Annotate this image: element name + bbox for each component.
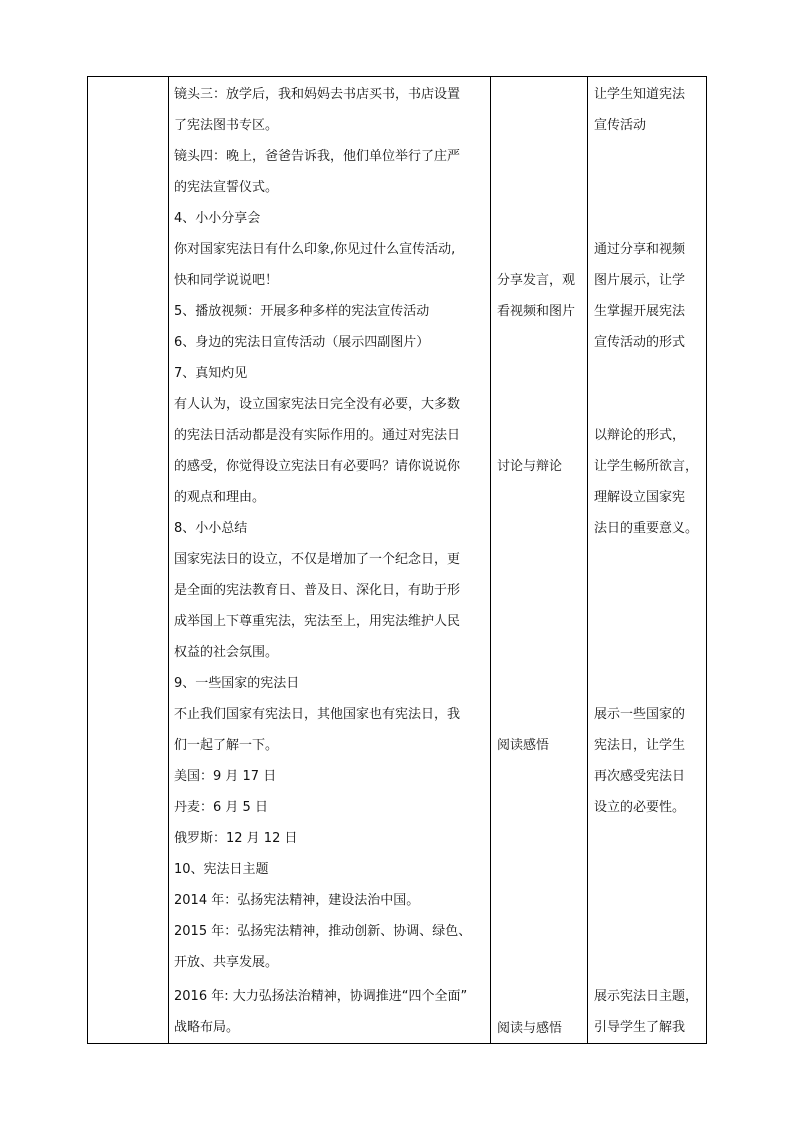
purpose-line: 图片展示，让学 [594,273,686,288]
purpose-line: 生掌握开展宪法 [594,304,686,319]
teaching-content-column [168,77,491,1043]
content-line: 7、真知灼见 [174,366,248,381]
purpose-line: 宪法日，让学生 [594,738,686,753]
content-line: 2014 年：弘扬宪法精神，建设法治中国。 [174,893,420,908]
student-activity-column [490,77,588,1043]
purpose-line: 再次感受宪法日 [594,769,686,784]
purpose-line: 宣传活动的形式 [594,335,686,350]
content-line: 了宪法图书专区。 [174,118,279,133]
activity-line: 阅读与感悟 [497,1021,563,1036]
content-line: 6、身边的宪法日宣传活动（展示四副图片） [174,335,430,350]
purpose-line: 让学生知道宪法 [594,87,686,102]
purpose-line: 让学生畅所欲言， [594,459,699,474]
activity-line: 讨论与辩论 [497,459,563,474]
content-line: 成举国上下尊重宪法，宪法至上，用宪法维护人民 [174,614,461,629]
content-line: 们一起了解一下。 [174,738,279,753]
content-line: 2015 年：弘扬宪法精神，推动创新、协调、绿色、 [174,924,472,939]
content-line: 9、一些国家的宪法日 [174,676,300,691]
content-line: 的感受，你觉得设立宪法日有必要吗？请你说说你 [174,459,461,474]
content-line: 的宪法宣誓仪式。 [174,180,279,195]
content-line: 战略布局。 [174,1020,240,1035]
content-line: 2016 年: 大力弘扬法治精神，协调推进“四个全面” [174,989,468,1004]
content-line: 快和同学说说吧！ [174,273,279,288]
content-line: 10、宪法日主题 [174,862,269,877]
content-line: 开放、共享发展。 [174,955,279,970]
content-line: 丹麦：6 月 5 日 [174,800,268,815]
content-line: 的观点和理由。 [174,490,266,505]
empty-column [88,77,168,1043]
content-line: 8、小小总结 [174,521,248,536]
purpose-line: 展示一些国家的 [594,707,686,722]
content-line: 镜头四：晚上，爸爸告诉我，他们单位举行了庄严 [174,149,461,164]
content-line: 4、小小分享会 [174,211,261,226]
content-line: 镜头三：放学后，我和妈妈去书店买书，书店设置 [174,87,461,102]
content-line: 权益的社会氛围。 [174,645,279,660]
purpose-line: 法日的重要意义。 [594,521,699,536]
design-purpose-column [587,77,708,1043]
lesson-plan-table [87,76,707,1044]
purpose-line: 引导学生了解我 [594,1020,686,1035]
purpose-line: 以辩论的形式， [594,428,686,443]
content-line: 美国：9 月 17 日 [174,769,277,784]
content-line: 是全面的宪法教育日、普及日、深化日，有助于形 [174,583,461,598]
content-line: 5、播放视频：开展多种多样的宪法宣传活动 [174,304,430,319]
content-line: 俄罗斯：12 月 12 日 [174,831,298,846]
content-line: 你对国家宪法日有什么印象,你见过什么宣传活动, [174,242,456,257]
content-line: 的宪法日活动都是没有实际作用的。通过对宪法日 [174,428,461,443]
purpose-line: 展示宪法日主题， [594,989,699,1004]
activity-line: 看视频和图片 [497,304,576,319]
purpose-line: 通过分享和视频 [594,242,686,257]
content-line: 不止我们国家有宪法日，其他国家也有宪法日，我 [174,707,461,722]
content-line: 国家宪法日的设立，不仅是增加了一个纪念日，更 [174,552,461,567]
activity-line: 阅读感悟 [497,738,550,753]
activity-line: 分享发言，观 [497,273,576,288]
purpose-line: 理解设立国家宪 [594,490,686,505]
purpose-line: 宣传活动 [594,118,647,133]
purpose-line: 设立的必要性。 [594,800,686,815]
content-line: 有人认为，设立国家宪法日完全没有必要，大多数 [174,397,461,412]
